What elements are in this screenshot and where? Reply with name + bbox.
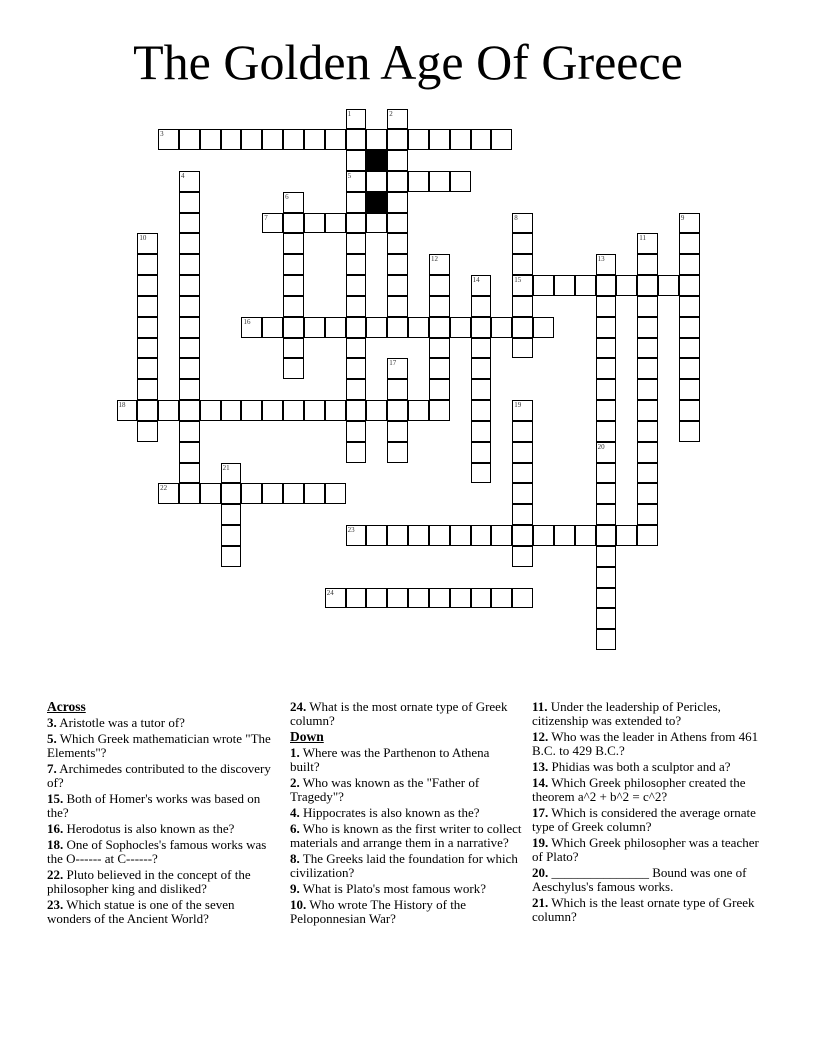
grid-cell[interactable] (387, 192, 408, 213)
clue-number: 13 (597, 255, 605, 264)
grid-cell[interactable] (283, 233, 304, 254)
grid-cell[interactable] (637, 421, 658, 442)
grid-cell[interactable] (637, 358, 658, 379)
clue-number: 15 (514, 276, 522, 285)
grid-cell[interactable] (179, 421, 200, 442)
grid-cell[interactable] (387, 213, 408, 234)
grid-cell[interactable] (596, 588, 617, 609)
grid-cell[interactable] (512, 317, 533, 338)
clue-down-17: 17. Which is considered the average ornate type of Greek column? (532, 805, 756, 834)
clue-down-14: 14. Which Greek philosopher created the theorem a^2 + b^2 = c^2? (532, 775, 746, 804)
grid-cell[interactable] (179, 296, 200, 317)
grid-cell[interactable] (304, 483, 325, 504)
grid-cell[interactable] (137, 358, 158, 379)
grid-cell[interactable] (637, 463, 658, 484)
clue-down-4: 4. Hippocrates is also known as the? (290, 805, 480, 820)
grid-cell[interactable] (346, 379, 367, 400)
grid-cell[interactable] (512, 463, 533, 484)
grid-cell[interactable] (596, 525, 617, 546)
grid-cell[interactable] (450, 129, 471, 150)
grid-cell[interactable] (429, 317, 450, 338)
clue-across-16: 16. Herodotus is also known as the? (47, 821, 235, 836)
grid-cell[interactable] (408, 317, 429, 338)
clue-number: 5 (347, 171, 352, 180)
grid-cell[interactable] (637, 296, 658, 317)
grid-cell[interactable] (221, 400, 242, 421)
grid-cell[interactable] (575, 275, 596, 296)
grid-cell[interactable] (679, 358, 700, 379)
grid-cell[interactable] (200, 483, 221, 504)
grid-cell[interactable] (637, 442, 658, 463)
grid-cell[interactable] (679, 275, 700, 296)
grid-cell[interactable] (221, 525, 242, 546)
grid-cell[interactable] (346, 233, 367, 254)
grid-cell[interactable] (304, 213, 325, 234)
grid-cell[interactable] (512, 525, 533, 546)
grid-cell[interactable] (408, 525, 429, 546)
clue-number: 23 (347, 526, 355, 535)
grid-cell[interactable] (137, 421, 158, 442)
grid-cell[interactable] (283, 213, 304, 234)
grid-cell[interactable] (512, 442, 533, 463)
grid-cell[interactable] (533, 525, 554, 546)
grid-cell[interactable] (471, 129, 492, 150)
grid-cell[interactable] (221, 129, 242, 150)
grid-cell[interactable] (262, 400, 283, 421)
grid-cell[interactable] (596, 608, 617, 629)
clue-number: 14 (472, 276, 480, 285)
grid-cell[interactable] (637, 379, 658, 400)
grid-cell[interactable] (283, 483, 304, 504)
clues-column-2 (290, 700, 522, 928)
grid-cell[interactable] (596, 504, 617, 525)
clue-down-12: 12. Who was the leader in Athens from 461 B.C. to 429 B.C.? (532, 729, 759, 758)
grid-cell[interactable] (346, 338, 367, 359)
grid-cell[interactable] (679, 296, 700, 317)
grid-cell[interactable] (387, 150, 408, 171)
grid-cell[interactable] (596, 400, 617, 421)
grid-cell[interactable] (408, 400, 429, 421)
grid-cell[interactable] (387, 171, 408, 192)
grid-cell[interactable] (596, 546, 617, 567)
grid-cell[interactable] (471, 296, 492, 317)
grid-cell[interactable] (346, 421, 367, 442)
grid-cell[interactable] (471, 358, 492, 379)
grid-cell[interactable] (471, 525, 492, 546)
clue-across-15: 15. Both of Homer's works was based on the? (47, 791, 261, 820)
grid-cell[interactable] (679, 421, 700, 442)
grid-cell[interactable] (179, 192, 200, 213)
grid-cell[interactable] (637, 233, 658, 254)
grid-cell[interactable] (346, 171, 367, 192)
grid-cell[interactable] (200, 400, 221, 421)
grid-cell[interactable] (512, 546, 533, 567)
grid-cell[interactable] (241, 317, 262, 338)
grid-cell[interactable] (471, 421, 492, 442)
grid-cell[interactable] (596, 358, 617, 379)
grid-cell[interactable] (471, 317, 492, 338)
clue-down-11: 11. Under the leadership of Pericles, citizenship was extended to? (532, 699, 721, 728)
grid-cell[interactable] (679, 254, 700, 275)
grid-cell[interactable] (512, 275, 533, 296)
clue-number: 3 (160, 130, 164, 139)
grid-cell[interactable] (512, 588, 533, 609)
grid-cell[interactable] (325, 400, 346, 421)
grid-cell[interactable] (408, 588, 429, 609)
grid-cell[interactable] (283, 254, 304, 275)
grid-cell[interactable] (179, 483, 200, 504)
grid-cell[interactable] (304, 400, 325, 421)
grid-cell[interactable] (179, 171, 200, 192)
grid-cell[interactable] (491, 525, 512, 546)
grid-cell[interactable] (596, 317, 617, 338)
clue-down-19: 19. Which Greek philosopher was a teacher of Plato? (532, 835, 759, 864)
clue-number: 24 (326, 588, 334, 597)
clue-number: 16 (243, 317, 251, 326)
grid-cell[interactable] (512, 400, 533, 421)
grid-cell[interactable] (283, 129, 304, 150)
clue-number: 17 (389, 359, 397, 368)
grid-cell[interactable] (533, 317, 554, 338)
grid-cell[interactable] (491, 129, 512, 150)
grid-cell[interactable] (117, 400, 138, 421)
grid-cell[interactable] (596, 338, 617, 359)
grid-cell[interactable] (429, 400, 450, 421)
grid-cell[interactable] (450, 525, 471, 546)
clue-down-10: 10. Who wrote The History of the Peloponnesian War? (290, 897, 467, 926)
grid-cell[interactable] (637, 504, 658, 525)
across-heading: Across (47, 699, 86, 714)
grid-cell[interactable] (575, 525, 596, 546)
grid-cell[interactable] (637, 275, 658, 296)
grid-cell[interactable] (325, 317, 346, 338)
grid-cell[interactable] (179, 400, 200, 421)
grid-cell[interactable] (221, 546, 242, 567)
grid-cell[interactable] (596, 629, 617, 650)
grid-cell[interactable] (471, 275, 492, 296)
grid-cell[interactable] (637, 483, 658, 504)
grid-cell[interactable] (679, 233, 700, 254)
grid-cell[interactable] (429, 358, 450, 379)
clue-across-23: 23. Which statue is one of the seven wonders of the Ancient World? (47, 897, 235, 926)
grid-cell[interactable] (387, 233, 408, 254)
grid-cell[interactable] (596, 296, 617, 317)
clue-number: 21 (222, 463, 230, 472)
grid-cell[interactable] (408, 129, 429, 150)
grid-cell[interactable] (179, 233, 200, 254)
grid-cell[interactable] (637, 317, 658, 338)
grid-cell[interactable] (658, 275, 679, 296)
black-cell (366, 150, 387, 171)
grid-cell[interactable] (325, 213, 346, 234)
grid-cell[interactable] (387, 379, 408, 400)
grid-cell[interactable] (137, 254, 158, 275)
grid-cell[interactable] (262, 317, 283, 338)
grid-cell[interactable] (596, 483, 617, 504)
grid-cell[interactable] (283, 400, 304, 421)
grid-cell[interactable] (179, 358, 200, 379)
clue-number: 9 (680, 213, 685, 222)
clue-down-2: 2. Who was known as the "Father of Tragedy"? (290, 775, 480, 804)
grid-cell[interactable] (616, 525, 637, 546)
grid-cell[interactable] (346, 150, 367, 171)
grid-cell[interactable] (512, 233, 533, 254)
grid-cell[interactable] (262, 213, 283, 234)
clue-down-20: 20. _______________ Bound was one of Aeschylus's famous works. (532, 865, 747, 894)
clue-number: 6 (285, 192, 289, 201)
grid-cell[interactable] (471, 463, 492, 484)
clue-number: 10 (139, 234, 147, 243)
grid-cell[interactable] (283, 296, 304, 317)
clue-across-3: 3. Aristotle was a tutor of? (47, 715, 185, 730)
grid-cell[interactable] (137, 275, 158, 296)
grid-cell[interactable] (158, 400, 179, 421)
grid-cell[interactable] (346, 588, 367, 609)
grid-cell[interactable] (137, 233, 158, 254)
grid-cell[interactable] (637, 400, 658, 421)
down-heading: Down (290, 729, 324, 744)
grid-cell[interactable] (637, 254, 658, 275)
grid-cell[interactable] (325, 588, 346, 609)
grid-cell[interactable] (679, 317, 700, 338)
grid-cell[interactable] (596, 442, 617, 463)
grid-cell[interactable] (512, 296, 533, 317)
clue-across-18: 18. One of Sophocles's famous works was the O------ at C------? (47, 837, 267, 866)
grid-cell[interactable] (366, 400, 387, 421)
grid-cell[interactable] (346, 275, 367, 296)
grid-cell[interactable] (471, 400, 492, 421)
grid-cell[interactable] (596, 463, 617, 484)
grid-cell[interactable] (179, 379, 200, 400)
clue-number: 22 (160, 484, 168, 493)
clue-across-22: 22. Pluto believed in the concept of the philosopher king and disliked? (47, 867, 251, 896)
grid-cell[interactable] (283, 317, 304, 338)
grid-cell[interactable] (429, 129, 450, 150)
clue-down-6: 6. Who is known as the first writer to collect materials and arrange them in a narrative? (290, 821, 522, 850)
grid-cell[interactable] (387, 254, 408, 275)
grid-cell[interactable] (200, 129, 221, 150)
grid-cell[interactable] (346, 525, 367, 546)
grid-cell[interactable] (346, 442, 367, 463)
grid-cell[interactable] (429, 588, 450, 609)
grid-cell[interactable] (387, 400, 408, 421)
grid-cell[interactable] (387, 588, 408, 609)
grid-cell[interactable] (387, 109, 408, 130)
grid-cell[interactable] (596, 421, 617, 442)
grid-cell[interactable] (304, 317, 325, 338)
grid-cell[interactable] (512, 483, 533, 504)
grid-cell[interactable] (179, 463, 200, 484)
grid-cell[interactable] (158, 483, 179, 504)
clue-across-5: 5. Which Greek mathematician wrote "The Elements"? (47, 731, 271, 760)
black-cell (366, 192, 387, 213)
clue-number: 8 (514, 213, 518, 222)
grid-cell[interactable] (346, 296, 367, 317)
grid-cell[interactable] (616, 275, 637, 296)
grid-cell[interactable] (512, 213, 533, 234)
grid-cell[interactable] (346, 192, 367, 213)
grid-cell[interactable] (179, 317, 200, 338)
grid-cell[interactable] (679, 400, 700, 421)
grid-cell[interactable] (179, 213, 200, 234)
grid-cell[interactable] (346, 358, 367, 379)
grid-cell[interactable] (596, 567, 617, 588)
grid-cell[interactable] (512, 504, 533, 525)
grid-cell[interactable] (554, 525, 575, 546)
grid-cell[interactable] (283, 192, 304, 213)
grid-cell[interactable] (241, 129, 262, 150)
grid-cell[interactable] (429, 254, 450, 275)
grid-cell[interactable] (387, 317, 408, 338)
grid-cell[interactable] (429, 338, 450, 359)
grid-cell[interactable] (179, 275, 200, 296)
clue-number: 4 (180, 171, 185, 180)
grid-cell[interactable] (346, 109, 367, 130)
grid-cell[interactable] (366, 129, 387, 150)
grid-cell[interactable] (304, 129, 325, 150)
clue-number: 19 (514, 401, 522, 410)
clue-across-24: 24. What is the most ornate type of Greek column? (290, 699, 508, 728)
grid-cell[interactable] (283, 358, 304, 379)
clue-down-1: 1. Where was the Parthenon to Athena built? (290, 745, 490, 774)
grid-cell[interactable] (346, 129, 367, 150)
grid-cell[interactable] (387, 296, 408, 317)
grid-cell[interactable] (366, 213, 387, 234)
grid-cell[interactable] (491, 317, 512, 338)
grid-cell[interactable] (596, 379, 617, 400)
grid-cell[interactable] (137, 338, 158, 359)
grid-cell[interactable] (408, 171, 429, 192)
grid-cell[interactable] (221, 504, 242, 525)
clue-down-21: 21. Which is the least ornate type of Greek column? (532, 895, 755, 924)
grid-cell[interactable] (471, 338, 492, 359)
grid-cell[interactable] (637, 525, 658, 546)
grid-cell[interactable] (179, 254, 200, 275)
clue-number: 20 (597, 442, 605, 451)
grid-cell[interactable] (596, 275, 617, 296)
grid-cell[interactable] (262, 129, 283, 150)
grid-cell[interactable] (179, 442, 200, 463)
grid-cell[interactable] (346, 317, 367, 338)
grid-cell[interactable] (387, 358, 408, 379)
clue-across-7: 7. Archimedes contributed to the discovery of? (47, 761, 271, 790)
grid-cell[interactable] (283, 275, 304, 296)
clue-number: 1 (347, 109, 352, 118)
clue-number: 7 (264, 213, 268, 222)
grid-cell[interactable] (346, 213, 367, 234)
grid-cell[interactable] (137, 400, 158, 421)
grid-cell[interactable] (179, 338, 200, 359)
grid-cell[interactable] (283, 338, 304, 359)
grid-cell[interactable] (533, 275, 554, 296)
grid-cell[interactable] (429, 275, 450, 296)
grid-cell[interactable] (325, 129, 346, 150)
grid-cell[interactable] (596, 254, 617, 275)
grid-cell[interactable] (512, 254, 533, 275)
grid-cell[interactable] (346, 254, 367, 275)
clues-column-3 (532, 700, 764, 926)
clues-column-1 (47, 700, 279, 928)
grid-cell[interactable] (366, 171, 387, 192)
grid-cell[interactable] (346, 400, 367, 421)
grid-cell[interactable] (366, 317, 387, 338)
grid-cell[interactable] (387, 421, 408, 442)
clue-number: 2 (389, 109, 393, 118)
grid-cell[interactable] (137, 379, 158, 400)
grid-cell[interactable] (429, 525, 450, 546)
clue-down-8: 8. The Greeks laid the foundation for which civilization? (290, 851, 518, 880)
grid-cell[interactable] (450, 317, 471, 338)
grid-cell[interactable] (241, 400, 262, 421)
grid-cell[interactable] (679, 338, 700, 359)
grid-cell[interactable] (512, 338, 533, 359)
grid-cell[interactable] (429, 171, 450, 192)
grid-cell[interactable] (158, 129, 179, 150)
grid-cell[interactable] (450, 588, 471, 609)
grid-cell[interactable] (221, 483, 242, 504)
grid-cell[interactable] (679, 213, 700, 234)
grid-cell[interactable] (137, 317, 158, 338)
clue-down-13: 13. Phidias was both a sculptor and a? (532, 759, 731, 774)
grid-cell[interactable] (429, 379, 450, 400)
grid-cell[interactable] (262, 483, 283, 504)
grid-cell[interactable] (325, 483, 346, 504)
grid-cell[interactable] (387, 442, 408, 463)
grid-cell[interactable] (137, 296, 158, 317)
grid-cell[interactable] (512, 421, 533, 442)
grid-cell[interactable] (637, 338, 658, 359)
grid-cell[interactable] (471, 442, 492, 463)
grid-cell[interactable] (554, 275, 575, 296)
clue-down-9: 9. What is Plato's most famous work? (290, 881, 487, 896)
grid-cell[interactable] (387, 525, 408, 546)
puzzle-title: The Golden Age Of Greece (133, 34, 683, 90)
clue-number: 11 (639, 234, 646, 243)
grid-cell[interactable] (241, 483, 262, 504)
clue-number: 12 (430, 255, 438, 264)
grid-cell[interactable] (387, 129, 408, 150)
grid-cell[interactable] (679, 379, 700, 400)
grid-cell[interactable] (366, 588, 387, 609)
grid-cell[interactable] (471, 379, 492, 400)
grid-cell[interactable] (450, 171, 471, 192)
grid-cell[interactable] (387, 275, 408, 296)
grid-cell[interactable] (471, 588, 492, 609)
grid-cell[interactable] (366, 525, 387, 546)
grid-cell[interactable] (179, 129, 200, 150)
grid-cell[interactable] (429, 296, 450, 317)
clue-number: 18 (118, 401, 126, 410)
grid-cell[interactable] (491, 588, 512, 609)
grid-cell[interactable] (221, 463, 242, 484)
